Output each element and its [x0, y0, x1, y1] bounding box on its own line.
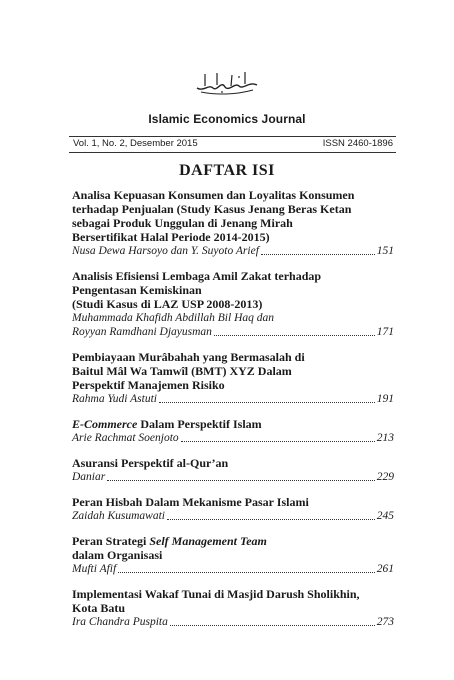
entry-page: 245: [376, 510, 394, 522]
leader-dots: [118, 572, 375, 573]
header-rule-bottom: [69, 152, 396, 153]
entry-title-line: Pembiayaan Murâbahah yang Bermasalah di: [72, 350, 305, 364]
leader-dots: [214, 335, 375, 336]
entry-title-rest: Dalam Perspektif Islam: [137, 417, 262, 431]
toc-title: DAFTAR ISI: [179, 162, 275, 179]
entry-authors: Zaidah Kusumawati: [72, 510, 165, 522]
entry-author-line: [72, 615, 394, 629]
entry-authors: Nusa Dewa Harsoyo dan Y. Suyoto Arief: [72, 245, 259, 257]
toc-entry-1[interactable]: [72, 188, 394, 258]
entry-title-line: Analisa Kepuasan Konsumen dan Loyalitas Konsumen: [72, 188, 355, 202]
entry-author-line: [72, 325, 394, 339]
entry-page: 229: [376, 471, 394, 483]
toc-entry-5[interactable]: [72, 456, 394, 484]
entry-title-line: Baitul Mâl Wa Tamwîl (BMT) XYZ Dalam: [72, 364, 292, 378]
entry-title-italic: Self Management Team: [149, 534, 267, 548]
issue-meta-bar: [73, 138, 393, 149]
journal-name: Islamic Economics Journal: [148, 112, 306, 126]
entry-author-line: [72, 392, 394, 406]
entry-author-line: [72, 244, 394, 258]
entry-title-line: Peran Hisbah Dalam Mekanisme Pasar Islami: [72, 495, 309, 509]
toc-entry-7[interactable]: [72, 534, 394, 576]
toc-entries: [72, 188, 394, 640]
toc-entry-3[interactable]: [72, 350, 394, 406]
issn-info: ISSN 2460-1896: [322, 138, 393, 149]
toc-entry-6[interactable]: [72, 495, 394, 523]
entry-authors: Arie Rachmat Soenjoto: [72, 432, 179, 444]
entry-title-line: [72, 417, 394, 431]
calligraphy-icon: [195, 70, 259, 96]
entry-title-line: (Studi Kasus di LAZ USP 2008-2013): [72, 297, 263, 311]
entry-title-line: Asuransi Perspektif al-Qur’an: [72, 456, 229, 470]
toc-entry-8[interactable]: [72, 587, 394, 629]
entry-title-line: Perspektif Manajemen Risiko: [72, 378, 225, 392]
leader-dots: [181, 441, 375, 442]
entry-page: 171: [376, 326, 394, 338]
toc-entry-2[interactable]: [72, 269, 394, 339]
entry-authors: Royyan Ramdhani Djayusman: [72, 326, 212, 338]
entry-authors: Rahma Yudi Astuti: [72, 393, 157, 405]
entry-authors: Muhammada Khafidh Abdillah Bil Haq dan: [72, 312, 274, 324]
entry-page: 151: [376, 245, 394, 257]
entry-page: 261: [376, 563, 394, 575]
entry-title-line: sebagai Produk Unggulan di Jenang Mirah: [72, 216, 293, 230]
leader-dots: [261, 254, 375, 255]
entry-title-italic: E-Commerce: [72, 417, 138, 431]
entry-title-line: Pengentasan Kemiskinan: [72, 283, 202, 297]
leader-dots: [167, 519, 375, 520]
leader-dots: [107, 480, 375, 481]
leader-dots: [170, 625, 375, 626]
entry-title-line: Implementasi Wakaf Tunai di Masjid Darush Sholikhin,: [72, 587, 360, 601]
volume-info: Vol. 1, No. 2, Desember 2015: [73, 138, 198, 149]
entry-title-line: Kota Batu: [72, 601, 126, 615]
entry-authors: Mufti Afif: [72, 563, 117, 575]
entry-title-line: Analisis Efisiensi Lembaga Amil Zakat terhadap: [72, 269, 322, 283]
header-rule-top: [69, 136, 396, 137]
entry-title-line: Bersertifikat Halal Periode 2014-2015): [72, 230, 270, 244]
entry-page: 191: [376, 393, 394, 405]
entry-page: 213: [376, 432, 394, 444]
entry-authors: Ira Chandra Puspita: [72, 616, 168, 628]
entry-title-line: [72, 534, 394, 548]
bismillah-calligraphy: [0, 70, 454, 96]
entry-author-line: [72, 470, 394, 484]
entry-author-line: [72, 562, 394, 576]
entry-page: 273: [376, 616, 394, 628]
entry-author-line: [72, 509, 394, 523]
entry-authors: Daniar: [72, 471, 106, 483]
leader-dots: [159, 402, 375, 403]
entry-author-line: [72, 431, 394, 445]
entry-title-line: terhadap Penjualan (Study Kasus Jenang Beras Ketan: [72, 202, 352, 216]
entry-title-prefix: Peran Strategi: [72, 534, 150, 548]
entry-title-line: dalam Organisasi: [72, 548, 163, 562]
toc-entry-4[interactable]: [72, 417, 394, 445]
